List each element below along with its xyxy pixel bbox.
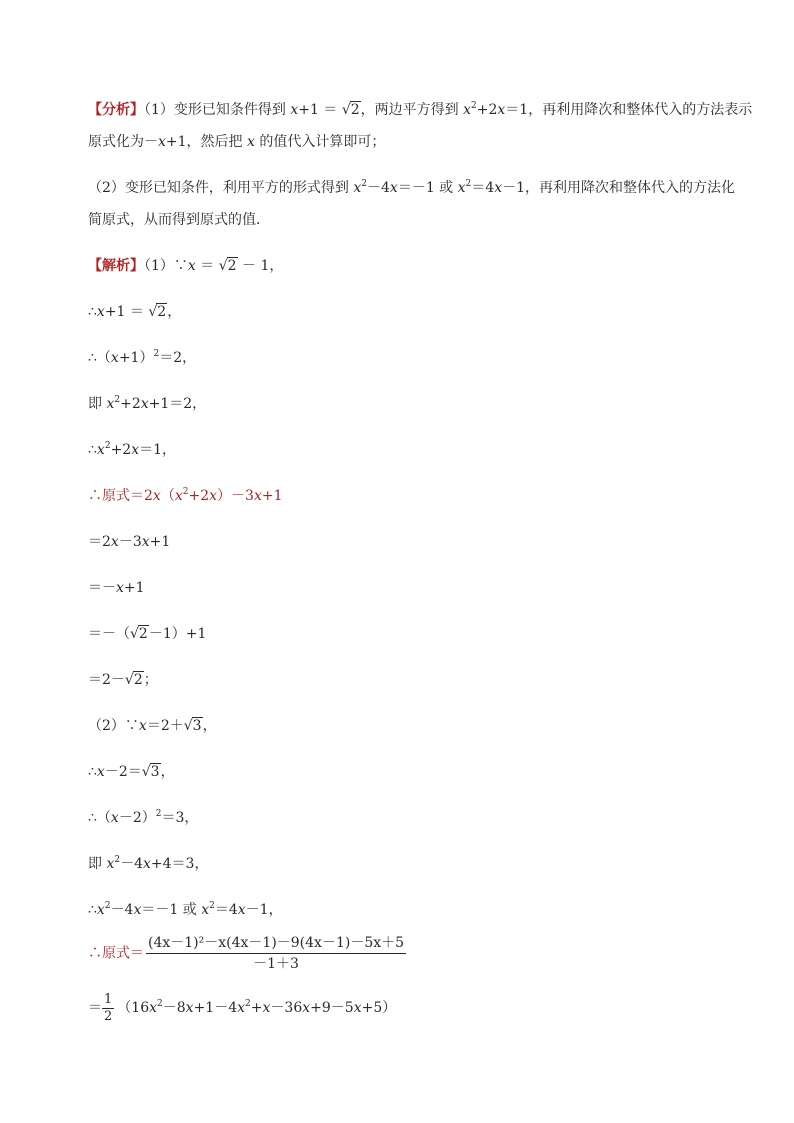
sqrt-2: √2 (341, 102, 360, 118)
solution-line-3: $\therefore(x+1)^2=2$， (88, 349, 197, 366)
solution-label: 【解析】 (88, 258, 144, 274)
solution-line-15: $\therefore x^2-4x=-1$ 或 $x^2=4x-1$， (88, 901, 283, 918)
solution-line-17: ＝ $\frac{1}{2}$ $(16x^2-8x+1-4x^2+x-36x+9-5x+5)$ (88, 991, 397, 1024)
solution-line-7: ＝2x－3x+1 (88, 534, 171, 550)
solution-line-2: ∴x+1 ＝ √2， (88, 304, 182, 320)
solution-line-11: （2）∵x＝2＋√3， (88, 718, 217, 734)
solution-line-6: ∴原式$=2x(x^2+2x)-3x+1$ (88, 487, 283, 504)
analysis-label: 【分析】 (88, 102, 144, 118)
analysis-line-3: （2）变形已知条件，利用平方的形式得到 $x^2-4x=-1$ 或 $x^2=4x-1$，再利用降次和整体代入的方法化 (88, 179, 736, 196)
analysis-line-4: 简原式，从而得到原式的值． (88, 212, 270, 228)
solution-line-8: ＝－x+1 (88, 580, 145, 596)
solution-line-16: ∴原式＝ $\frac{\text{(4x－1)²－x(4x－1)－9(4x－1)－5x＋5}}{-1+3}$ (88, 935, 405, 972)
solution-line-13: $\therefore(x-2)^2=3$， (88, 809, 199, 826)
solution-line-10: ＝2－√2； (88, 672, 158, 688)
fraction-one-half: $\frac{1}{2}$ (104, 991, 113, 1024)
analysis-line-2: 原式化为－x+1，然后把 x 的值代入计算即可； (88, 134, 386, 150)
solution-line-12: ∴x－2＝√3， (88, 764, 175, 780)
solution-line-9: ＝－（√2－1）+1 (88, 626, 207, 642)
analysis-line-1: 【分析】（1）变形已知条件得到 x+1 ＝ √2，两边平方得到 $x^2+2x=1$，再利用降次和整体代入的方法表示 (88, 101, 753, 118)
solution-line-5: $\therefore x^2+2x=1$， (88, 441, 177, 458)
fraction-original-expression: $\frac{\text{(4x－1)²－x(4x－1)－9(4x－1)－5x＋5}}{-1+3}$ (148, 935, 405, 972)
solution-line-1: 【解析】（1）∵x ＝ √2 － 1， (88, 258, 284, 274)
solution-line-4: 即 $x^2+2x+1=2$， (88, 395, 207, 412)
solution-line-14: 即 $x^2-4x+4=3$， (88, 855, 209, 872)
